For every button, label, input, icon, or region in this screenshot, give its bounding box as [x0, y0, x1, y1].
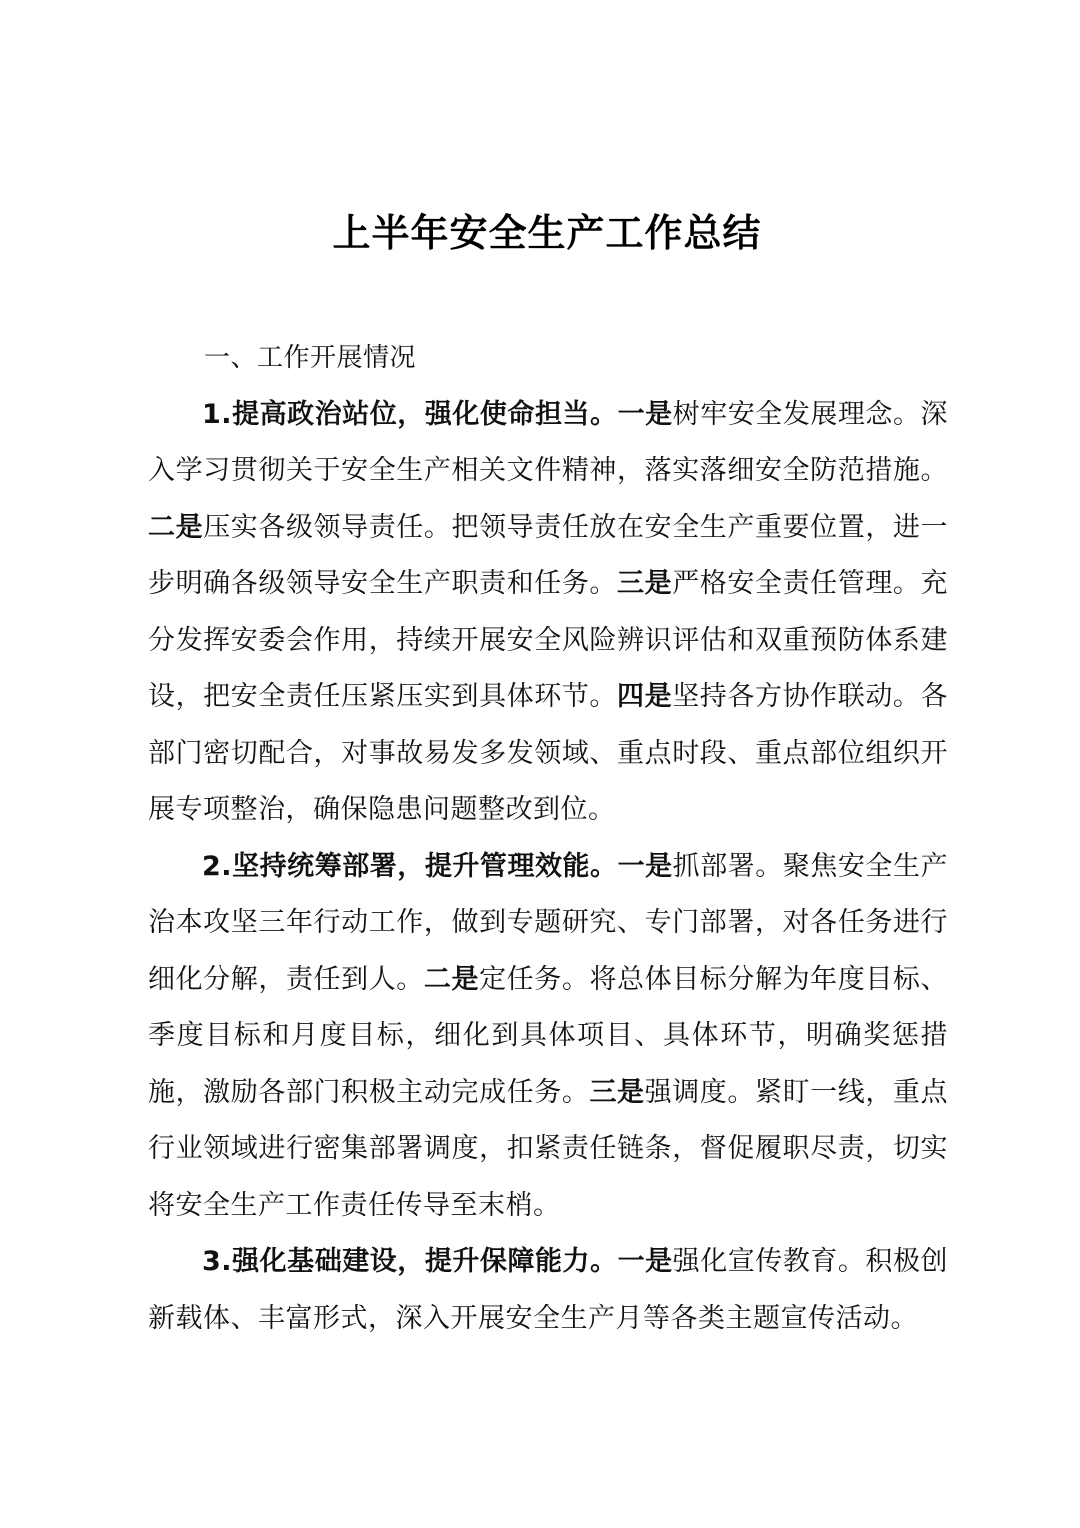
item-text: 坚持各方协作联动。各部门密切配合，对事故易发多发领域、重点时段、重点部位组织开展专项整治，确保隐患问题整改到位。	[148, 681, 949, 825]
item-text: 强化宣传教育。积极创新载体、丰富形式，深入开展安全生产月等各类主题宣传活动。	[148, 1246, 949, 1334]
section-heading: 一、工作开展情况	[204, 343, 417, 373]
item-marker: 三是	[589, 1076, 645, 1108]
item-text: 严格安全责任管理。充分发挥安委会作用，持续开展安全风险辨识评估和双重预防体系建设，把安全责任压紧压实到具体环节。	[148, 568, 949, 712]
paragraph-1	[148, 387, 948, 839]
item-marker: 一是	[617, 1246, 673, 1277]
item-marker: 四是	[617, 681, 673, 712]
document-body	[148, 330, 948, 1347]
item-text: 抓部署。聚焦安全生产治本攻坚三年行动工作，做到专题研究、专门部署，对各任务进行细化分解，责任到人。	[148, 850, 949, 995]
item-text: 树牢安全发展理念。深入学习贯彻关于安全生产相关文件精神，落实落细安全防范措施。	[148, 398, 949, 486]
item-text: 强调度。紧盯一线，重点行业领域进行密集部署调度，扣紧责任链条，督促履职尽责，切实将安全生产工作责任传导至末梢。	[148, 1076, 949, 1221]
item-marker: 一是	[617, 850, 673, 882]
item-text: 压实各级领导责任。把领导责任放在安全生产重要位置，进一步明确各级领导安全生产职责和任务。	[148, 511, 949, 599]
paragraph-lead: 1.提高政治站位，强化使命担当。	[202, 398, 618, 430]
item-text: 定任务。将总体目标分解为年度目标、季度目标和月度目标，细化到具体项目、具体环节，明确奖惩措施，激励各部门积极主动完成任务。	[148, 963, 949, 1108]
item-marker: 二是	[423, 963, 480, 995]
paragraph-2	[148, 839, 948, 1235]
item-marker: 一是	[617, 398, 673, 430]
item-marker: 二是	[148, 511, 204, 543]
item-marker: 三是	[617, 568, 673, 599]
paragraph-3	[148, 1234, 948, 1347]
paragraph-lead: 3.强化基础建设，提升保障能力。	[202, 1246, 618, 1277]
document-title: 上半年安全生产工作总结	[332, 211, 762, 255]
paragraph-lead: 2.坚持统筹部署，提升管理效能。	[202, 850, 618, 882]
